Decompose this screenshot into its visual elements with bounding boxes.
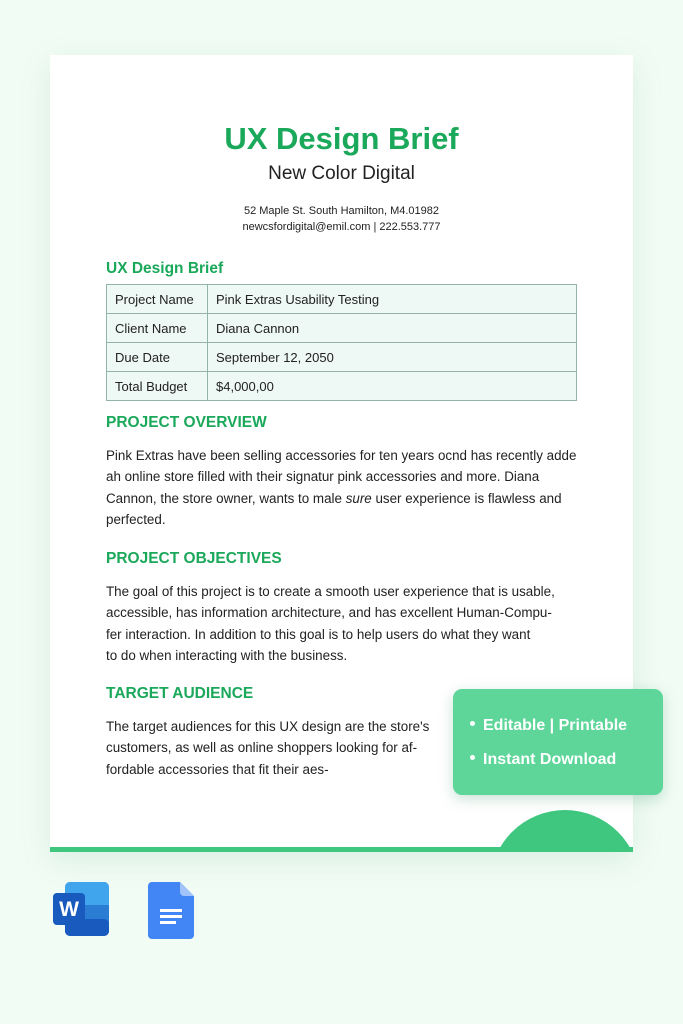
bullet-icon [470,755,475,760]
table-row [107,343,577,372]
row-label: Project Name [107,285,208,314]
features-badge [453,689,663,795]
row-value: $4,000,00 [208,372,577,401]
overview-heading: PROJECT OVERVIEW [106,414,267,431]
objectives-heading: PROJECT OBJECTIVES [106,550,282,567]
decorative-circle [490,810,633,852]
microsoft-word-icon[interactable] [53,882,111,936]
text-line: perfected. [106,511,166,527]
row-label: Client Name [107,314,208,343]
row-label: Due Date [107,343,208,372]
text-line: Pink Extras have been selling accessories for ten years ocnd has recently adde [106,448,577,463]
text-line: Cannon, the store owner, wants to male sure user experience is flawless and [106,490,562,506]
bullet-icon [470,721,475,726]
text-line: fer interaction. In addition to this goal is to help users do what they want [106,626,531,642]
page-accent-line [50,847,633,852]
audience-heading: TARGET AUDIENCE [106,685,254,702]
text-line: to do when interacting with the business. [106,647,348,663]
word-letter: W [59,898,79,921]
row-value: Diana Cannon [208,314,577,343]
text-line: fordable accessories that fit their aes- [106,761,329,777]
row-value: Pink Extras Usability Testing [208,285,577,314]
overview-paragraph [106,445,581,530]
table-row [107,372,577,401]
text-line: accessible, has information architecture, and has excellent Human-Compu- [106,605,552,621]
google-docs-icon[interactable] [148,882,194,939]
row-value: September 12, 2050 [208,343,577,372]
row-label: Total Budget [107,372,208,401]
company-name: New Color Digital [268,163,415,184]
table-row [107,314,577,343]
table-row [107,285,577,314]
text-line: ah online store filled with their signatur pink accessories and more. Diana [106,469,540,485]
text-line: The goal of this project is to create a smooth user experience that is usable, [106,584,555,599]
document-title: UX Design Brief [224,121,459,156]
audience-paragraph [106,716,446,780]
text-line: customers, as well as online shoppers looking for af- [106,740,418,756]
badge-item-download: Instant Download [470,751,616,769]
text-line: The target audiences for this UX design are the store's [106,719,430,734]
company-contact: newcsfordigital@emil.com | 222.553.777 [242,221,441,233]
company-address: 52 Maple St. South Hamilton, M4.01982 [243,205,440,217]
badge-item-editable: Editable | Printable [470,717,627,735]
brief-table [106,284,577,401]
brief-heading: UX Design Brief [106,260,224,277]
objectives-paragraph [106,581,581,666]
